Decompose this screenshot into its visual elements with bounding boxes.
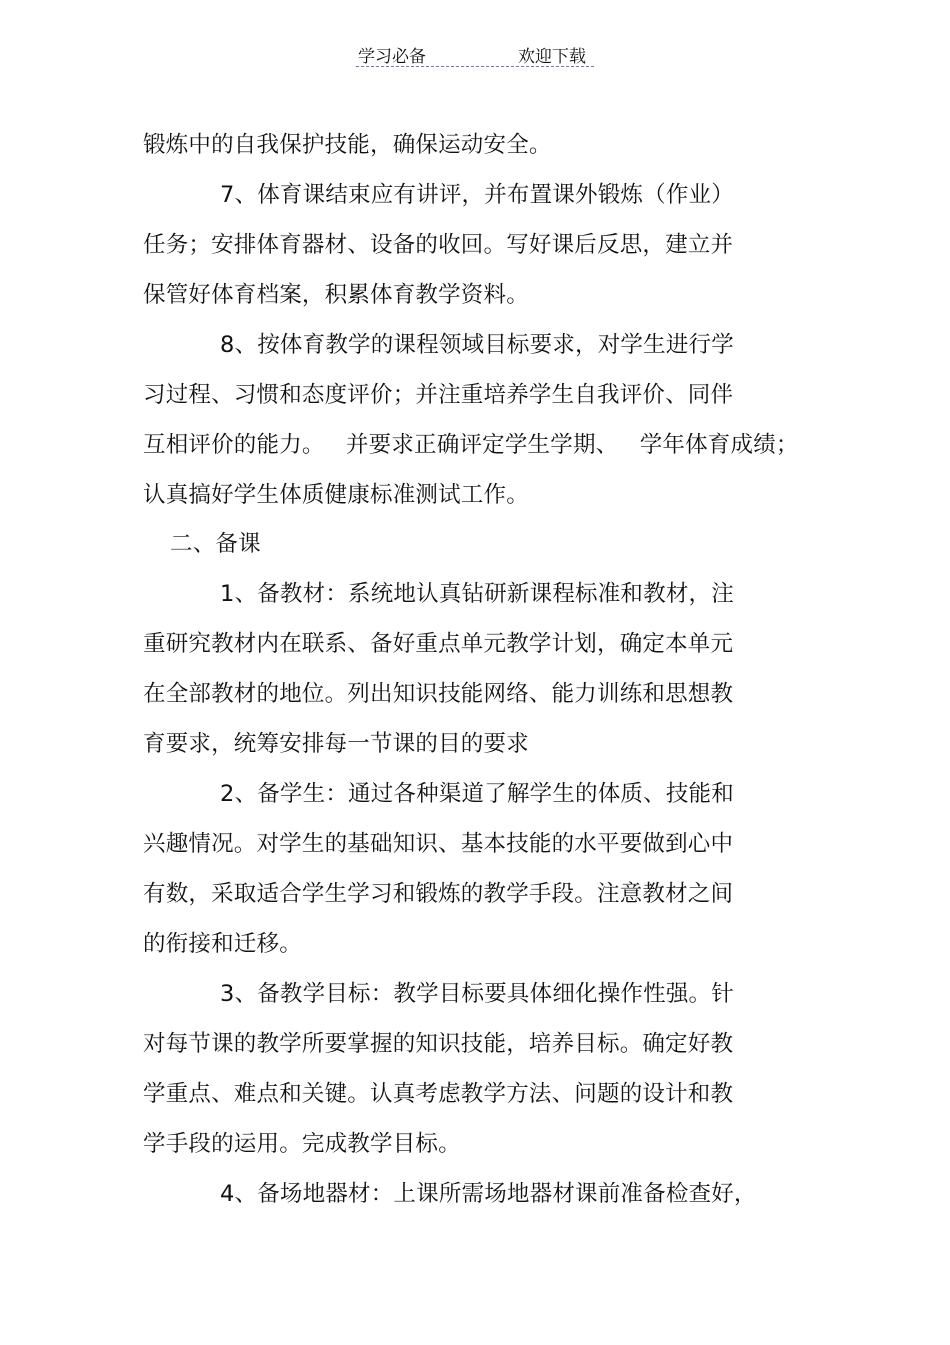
body-line: 保管好体育档案，积累体育教学资料。 — [143, 282, 529, 308]
section-heading: 二、备课 — [170, 531, 261, 557]
body-line: 重研究教材内在联系、备好重点单元教学计划，确定本单元 — [143, 631, 734, 657]
body-line: 4、备场地器材：上课所需场地器材课前准备检查好， — [220, 1181, 757, 1207]
body-line: 兴趣情况。对学生的基础知识、基本技能的水平要做到心中 — [143, 831, 734, 857]
body-line: 育要求，统筹安排每一节课的目的要求 — [143, 731, 529, 757]
body-line: 任务；安排体育器材、设备的收回。写好课后反思，建立并 — [143, 232, 734, 258]
body-line: 8、按体育教学的课程领域目标要求，对学生进行学 — [220, 332, 734, 358]
body-line: 2、备学生：通过各种渠道了解学生的体质、技能和 — [220, 781, 734, 807]
body-line: 认真搞好学生体质健康标准测试工作。 — [143, 482, 529, 508]
body-line: 互相评价的能力。 并要求正确评定学生学期、 学年体育成绩； — [143, 432, 799, 458]
body-line: 习过程、习惯和态度评价；并注重培养学生自我评价、同伴 — [143, 382, 734, 408]
header-right-text: 欢迎下载 — [518, 47, 586, 67]
body-line: 对每节课的教学所要掌握的知识技能，培养目标。确定好教 — [143, 1031, 734, 1057]
body-line: 的衔接和迁移。 — [143, 931, 302, 957]
body-line: 1、备教材：系统地认真钻研新课程标准和教材，注 — [220, 581, 734, 607]
body-line: 锻炼中的自我保护技能，确保运动安全。 — [143, 132, 552, 158]
body-line: 有数，采取适合学生学习和锻炼的教学手段。注意教材之间 — [143, 881, 734, 907]
body-line: 学重点、难点和关键。认真考虑教学方法、问题的设计和教 — [143, 1081, 734, 1107]
body-line: 7、体育课结束应有讲评，并布置课外锻炼（作业） — [220, 182, 734, 208]
body-line: 3、备教学目标：教学目标要具体细化操作性强。针 — [220, 981, 734, 1007]
body-line: 学手段的运用。完成教学目标。 — [143, 1131, 461, 1157]
header-left-text: 学习必备 — [358, 47, 426, 67]
page-header — [356, 40, 594, 67]
body-line: 在全部教材的地位。列出知识技能网络、能力训练和思想教 — [143, 681, 734, 707]
